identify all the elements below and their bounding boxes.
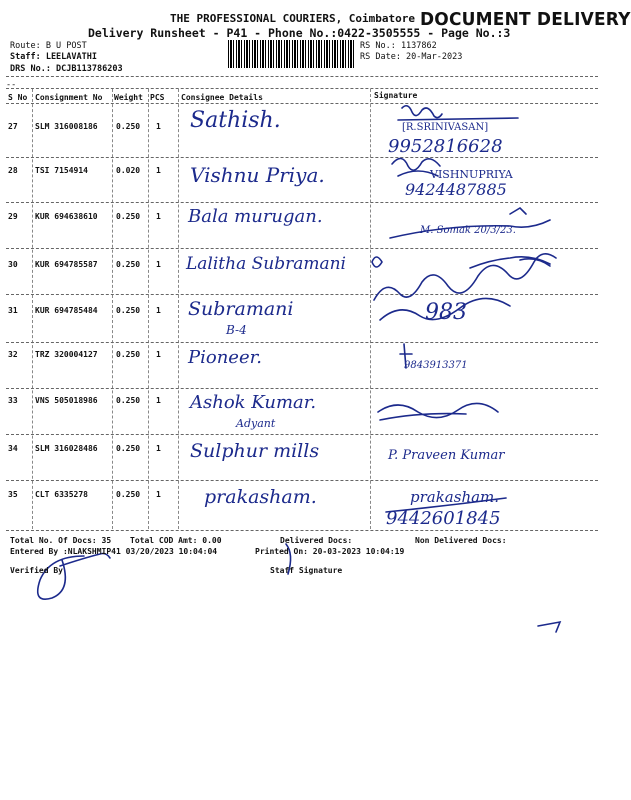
consignee-handwriting: prakasham. xyxy=(204,486,317,508)
signature-name: [R.SRINIVASAN] xyxy=(402,122,489,133)
row-weight: 0.250 xyxy=(116,122,141,131)
row-sno: 35 xyxy=(8,490,18,499)
row-weight: 0.250 xyxy=(116,444,141,453)
row-consignment: CLT 6335278 xyxy=(35,490,88,499)
consignee-handwriting: Sathish. xyxy=(190,108,281,133)
row-pcs: 1 xyxy=(156,166,161,175)
consignee-handwriting: Vishnu Priya. xyxy=(190,163,325,187)
verified-by: Verified By xyxy=(10,566,63,575)
consignee-note: B-4 xyxy=(226,323,247,337)
rs-date: RS Date: 20-Mar-2023 xyxy=(360,52,463,62)
col-consignee: Consignee Details xyxy=(181,93,263,102)
row-consignment: VNS 505018986 xyxy=(35,396,98,405)
row-consignment: KUR 694638610 xyxy=(35,212,98,221)
row-sno: 28 xyxy=(8,166,18,175)
row-sno: 27 xyxy=(8,122,18,131)
signature-phone: 9442601845 xyxy=(386,508,501,529)
printed-on: Printed On: 20-03-2023 10:04:19 xyxy=(255,547,405,556)
row-weight: 0.250 xyxy=(116,396,141,405)
total-docs: Total No. Of Docs: 35 xyxy=(10,536,112,545)
row-weight: 0.250 xyxy=(116,260,141,269)
row-sno: 30 xyxy=(8,260,18,269)
rs-number: RS No.: 1137862 xyxy=(360,41,437,51)
row-sno: 31 xyxy=(8,306,18,315)
entered-by: Entered By :NLAKSHMIP41 03/20/2023 10:04:04 xyxy=(10,547,218,556)
consignee-handwriting: Sulphur mills xyxy=(190,440,320,462)
company-line: THE PROFESSIONAL COURIERS, Coimbatore xyxy=(170,12,416,25)
row-consignment: TSI 7154914 xyxy=(35,166,88,175)
row-sno: 29 xyxy=(8,212,18,221)
row-weight: 0.020 xyxy=(116,166,141,175)
consignee-handwriting: Pioneer. xyxy=(188,347,262,368)
signature-name: VISHNUPRIYA xyxy=(430,168,513,181)
staff: Staff: LEELAVATHI xyxy=(10,52,97,62)
route: Route: B U POST xyxy=(10,41,87,51)
row-consignment: TRZ 320004127 xyxy=(35,350,98,359)
runsheet-line: Delivery Runsheet - P41 - Phone No.:0422-3505555 - Page No.:3 xyxy=(88,26,511,40)
row-consignment: KUR 694785484 xyxy=(35,306,98,315)
row-pcs: 1 xyxy=(156,122,161,131)
row-sno: 34 xyxy=(8,444,18,453)
row-weight: 0.250 xyxy=(116,350,141,359)
col-pcs: PCS xyxy=(150,93,165,102)
row-consignment: SLM 316028486 xyxy=(35,444,98,453)
row-pcs: 1 xyxy=(156,444,161,453)
row-pcs: 1 xyxy=(156,260,161,269)
row-pcs: 1 xyxy=(156,396,161,405)
row-consignment: SLM 316008186 xyxy=(35,122,98,131)
staff-signature: Staff Signature xyxy=(270,566,343,575)
col-signature: Signature xyxy=(374,91,418,100)
row-sno: 32 xyxy=(8,350,18,359)
col-sno: S No xyxy=(8,93,28,102)
signature-phone: 9843913371 xyxy=(404,360,468,371)
document-delivery-stamp: DOCUMENT DELIVERY xyxy=(420,9,631,31)
consignee-handwriting: Bala murugan. xyxy=(188,206,323,227)
delivered-docs: Delivered Docs: xyxy=(280,536,353,545)
signature-phone: 9424487885 xyxy=(405,180,507,199)
row-weight: 0.250 xyxy=(116,306,141,315)
col-consignment: Consignment No xyxy=(35,93,103,102)
rule-marks: -- xyxy=(6,80,17,90)
signature-name: M. Somak 20/3/23. xyxy=(420,225,516,236)
row-weight: 0.250 xyxy=(116,490,141,499)
row-pcs: 1 xyxy=(156,490,161,499)
signature-phone: 983 xyxy=(425,300,467,325)
row-pcs: 1 xyxy=(156,350,161,359)
consignee-handwriting: Lalitha Subramani xyxy=(186,254,346,274)
total-cod: Total COD Amt: 0.00 xyxy=(130,536,222,545)
consignee-handwriting: Subramani xyxy=(188,298,294,320)
signature-name: prakasham. xyxy=(410,488,500,506)
non-delivered-docs: Non Delivered Docs: xyxy=(415,536,507,545)
signature-name: P. Praveen Kumar xyxy=(388,448,505,463)
consignee-handwriting: Ashok Kumar. xyxy=(190,392,317,413)
row-sno: 33 xyxy=(8,396,18,405)
drs-number: DRS No.: DCJB113786203 xyxy=(10,64,123,74)
row-consignment: KUR 694785587 xyxy=(35,260,98,269)
col-weight: Weight xyxy=(114,93,143,102)
signature-phone: 9952816628 xyxy=(388,136,503,157)
row-pcs: 1 xyxy=(156,212,161,221)
row-pcs: 1 xyxy=(156,306,161,315)
consignee-note: Adyant xyxy=(236,417,276,430)
row-weight: 0.250 xyxy=(116,212,141,221)
